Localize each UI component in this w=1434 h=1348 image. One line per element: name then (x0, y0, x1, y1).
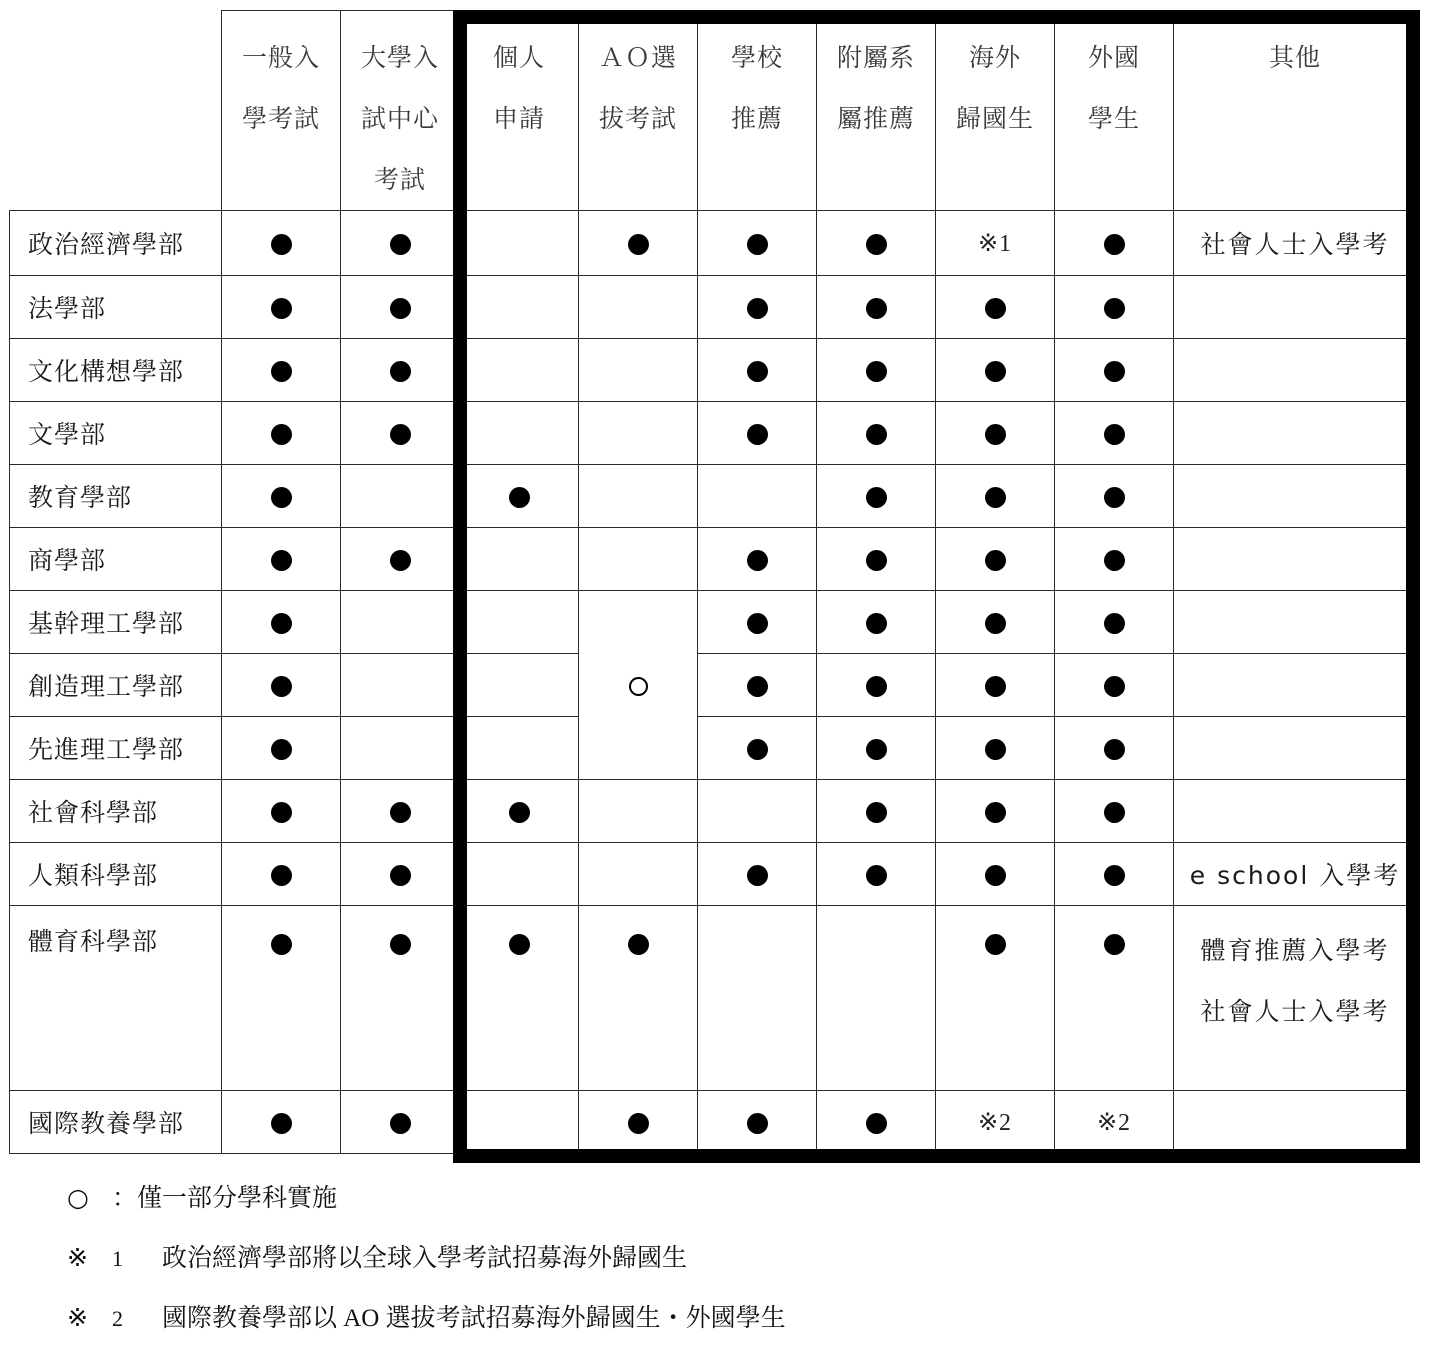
center-exam-mark (341, 339, 460, 402)
personal-application-mark (460, 402, 579, 465)
overseas-returnee-mark (936, 339, 1055, 402)
overseas-returnee-mark (936, 906, 1055, 1091)
filled-dot-icon (1104, 613, 1125, 634)
filled-dot-icon (1104, 739, 1125, 760)
center-exam-mark (341, 654, 460, 717)
filled-dot-icon (866, 298, 887, 319)
dept-name: 文化構想學部 (10, 339, 222, 402)
header-general-exam: 一般入 學考試 (222, 11, 341, 211)
dept-name: 先進理工學部 (10, 717, 222, 780)
personal-application-mark (460, 276, 579, 339)
header-other: 其他 (1174, 11, 1417, 211)
center-exam-mark (341, 402, 460, 465)
filled-dot-icon (866, 676, 887, 697)
filled-dot-icon (390, 550, 411, 571)
personal-application-mark (460, 528, 579, 591)
ao-exam-mark (579, 843, 698, 906)
filled-dot-icon (866, 234, 887, 255)
other-method: 社會人士入學考 (1174, 211, 1417, 276)
personal-application-mark (460, 339, 579, 402)
affiliated-recommendation-mark (817, 465, 936, 528)
general-exam-mark (222, 654, 341, 717)
affiliated-recommendation-mark (817, 1091, 936, 1154)
reference-mark-icon: ※ (67, 1245, 88, 1272)
personal-application-mark (460, 211, 579, 276)
footnote-partial (67, 1178, 337, 1214)
filled-dot-icon (985, 613, 1006, 634)
affiliated-recommendation-mark (817, 339, 936, 402)
school-recommendation-mark (698, 843, 817, 906)
foreign-student-mark (1055, 528, 1174, 591)
personal-application-mark (460, 717, 579, 780)
general-exam-mark (222, 1091, 341, 1154)
dept-name: 創造理工學部 (10, 654, 222, 717)
footnote-text: ：僅一部分學科實施 (112, 1183, 338, 1212)
personal-application-mark (460, 843, 579, 906)
table-row (10, 906, 1417, 1091)
affiliated-recommendation-mark (817, 211, 936, 276)
ao-exam-mark (579, 780, 698, 843)
school-recommendation-mark (698, 906, 817, 1091)
filled-dot-icon (985, 298, 1006, 319)
reference-mark-icon: ※ (67, 1305, 88, 1332)
filled-dot-icon (985, 865, 1006, 886)
overseas-returnee-mark (936, 211, 1055, 276)
ao-exam-mark (579, 465, 698, 528)
ao-exam-science-merged (579, 591, 698, 780)
school-recommendation-mark (698, 780, 817, 843)
header-overseas-returnee: 海外 歸國生 (936, 11, 1055, 211)
general-exam-mark (222, 211, 341, 276)
center-exam-mark (341, 528, 460, 591)
dept-name: 法學部 (10, 276, 222, 339)
affiliated-recommendation-mark (817, 591, 936, 654)
filled-dot-icon (628, 234, 649, 255)
personal-application-mark (460, 1091, 579, 1154)
filled-dot-icon (509, 934, 530, 955)
personal-application-mark (460, 465, 579, 528)
filled-dot-icon (985, 550, 1006, 571)
overseas-returnee-mark (936, 465, 1055, 528)
filled-dot-icon (866, 1113, 887, 1134)
foreign-student-mark (1055, 906, 1174, 1091)
other-method (1174, 339, 1417, 402)
center-exam-mark (341, 591, 460, 654)
overseas-returnee-mark (936, 843, 1055, 906)
filled-dot-icon (390, 234, 411, 255)
filled-dot-icon (390, 298, 411, 319)
admission-methods-table (9, 10, 1417, 1154)
personal-application-mark (460, 591, 579, 654)
foreign-student-mark (1055, 780, 1174, 843)
school-recommendation-mark (698, 591, 817, 654)
table-row (10, 465, 1417, 528)
filled-dot-icon (271, 613, 292, 634)
foreign-student-mark (1055, 1091, 1174, 1154)
filled-dot-icon (1104, 802, 1125, 823)
dept-name: 國際教養學部 (10, 1091, 222, 1154)
foreign-student-mark (1055, 402, 1174, 465)
center-exam-mark (341, 717, 460, 780)
filled-dot-icon (747, 613, 768, 634)
general-exam-mark (222, 276, 341, 339)
filled-dot-icon (866, 424, 887, 445)
filled-dot-icon (509, 487, 530, 508)
general-exam-mark (222, 465, 341, 528)
filled-dot-icon (1104, 550, 1125, 571)
table-row (10, 402, 1417, 465)
filled-dot-icon (1104, 676, 1125, 697)
dept-name: 體育科學部 (10, 906, 222, 1091)
other-method (1174, 276, 1417, 339)
affiliated-recommendation-mark (817, 843, 936, 906)
filled-dot-icon (985, 361, 1006, 382)
affiliated-recommendation-mark (817, 276, 936, 339)
filled-dot-icon (1104, 934, 1125, 955)
school-recommendation-mark (698, 211, 817, 276)
filled-dot-icon (866, 361, 887, 382)
school-recommendation-mark (698, 717, 817, 780)
dept-name: 基幹理工學部 (10, 591, 222, 654)
school-recommendation-mark (698, 276, 817, 339)
filled-dot-icon (390, 424, 411, 445)
footnote-2 (67, 1298, 786, 1334)
other-method (1174, 465, 1417, 528)
table-row (10, 780, 1417, 843)
overseas-returnee-mark (936, 780, 1055, 843)
filled-dot-icon (271, 934, 292, 955)
filled-dot-icon (271, 550, 292, 571)
affiliated-recommendation-mark (817, 906, 936, 1091)
filled-dot-icon (747, 361, 768, 382)
filled-dot-icon (866, 613, 887, 634)
filled-dot-icon (985, 739, 1006, 760)
filled-dot-icon (271, 298, 292, 319)
filled-dot-icon (1104, 424, 1125, 445)
partial-circle-icon (629, 677, 648, 696)
affiliated-recommendation-mark (817, 780, 936, 843)
ao-exam-mark (579, 402, 698, 465)
foreign-student-mark (1055, 843, 1174, 906)
table-row (10, 1091, 1417, 1154)
filled-dot-icon (747, 234, 768, 255)
filled-dot-icon (747, 865, 768, 886)
filled-dot-icon (1104, 487, 1125, 508)
table-row (10, 717, 1417, 780)
dept-name: 人類科學部 (10, 843, 222, 906)
filled-dot-icon (1104, 234, 1125, 255)
ao-exam-mark (579, 528, 698, 591)
overseas-returnee-mark (936, 591, 1055, 654)
other-method (1174, 780, 1417, 843)
filled-dot-icon (271, 802, 292, 823)
footnote-number: 2 (112, 1306, 123, 1331)
school-recommendation-mark (698, 465, 817, 528)
filled-dot-icon (866, 739, 887, 760)
foreign-student-mark (1055, 211, 1174, 276)
center-exam-mark (341, 906, 460, 1091)
overseas-returnee-mark (936, 276, 1055, 339)
footnote-text: 國際教養學部以 AO 選拔考試招募海外歸國生・外國學生 (162, 1305, 786, 1332)
center-exam-mark (341, 1091, 460, 1154)
center-exam-mark (341, 211, 460, 276)
foreign-student-mark (1055, 654, 1174, 717)
filled-dot-icon (271, 1113, 292, 1134)
general-exam-mark (222, 528, 341, 591)
personal-application-mark (460, 654, 579, 717)
filled-dot-icon (747, 424, 768, 445)
personal-application-mark (460, 780, 579, 843)
table-row (10, 528, 1417, 591)
header-corner (10, 11, 222, 211)
filled-dot-icon (1104, 298, 1125, 319)
header-affiliated-recommendation: 附屬系 屬推薦 (817, 11, 936, 211)
ao-exam-mark (579, 211, 698, 276)
ao-exam-mark (579, 906, 698, 1091)
footnote-ref: ※2 (977, 1110, 1013, 1136)
overseas-returnee-mark (936, 1091, 1055, 1154)
table-row (10, 339, 1417, 402)
general-exam-mark (222, 339, 341, 402)
general-exam-mark (222, 780, 341, 843)
table-row (10, 211, 1417, 276)
header-ao-exam: ＡＯ選 拔考試 (579, 11, 698, 211)
general-exam-mark (222, 402, 341, 465)
footnote-ref: ※1 (977, 231, 1013, 257)
general-exam-mark (222, 906, 341, 1091)
ao-exam-mark (579, 1091, 698, 1154)
other-method: e school 入學考 (1174, 843, 1417, 906)
other-method (1174, 654, 1417, 717)
table-row (10, 591, 1417, 654)
other-method (1174, 1091, 1417, 1154)
other-method (1174, 717, 1417, 780)
filled-dot-icon (985, 676, 1006, 697)
filled-dot-icon (747, 550, 768, 571)
other-method (1174, 528, 1417, 591)
filled-dot-icon (271, 424, 292, 445)
affiliated-recommendation-mark (817, 402, 936, 465)
personal-application-mark (460, 906, 579, 1091)
filled-dot-icon (985, 934, 1006, 955)
footnote-text: 政治經濟學部將以全球入學考試招募海外歸國生 (162, 1245, 688, 1272)
school-recommendation-mark (698, 654, 817, 717)
filled-dot-icon (866, 487, 887, 508)
filled-dot-icon (747, 1113, 768, 1134)
center-exam-mark (341, 780, 460, 843)
hollow-circle-icon: ○ (67, 1183, 89, 1212)
table-row (10, 654, 1417, 717)
header-center-exam: 大學入 試中心 考試 (341, 11, 460, 211)
overseas-returnee-mark (936, 654, 1055, 717)
affiliated-recommendation-mark (817, 717, 936, 780)
school-recommendation-mark (698, 402, 817, 465)
filled-dot-icon (866, 802, 887, 823)
affiliated-recommendation-mark (817, 528, 936, 591)
school-recommendation-mark (698, 528, 817, 591)
filled-dot-icon (747, 298, 768, 319)
center-exam-mark (341, 276, 460, 339)
dept-name: 政治經濟學部 (10, 211, 222, 276)
other-method (1174, 591, 1417, 654)
filled-dot-icon (747, 739, 768, 760)
filled-dot-icon (866, 865, 887, 886)
ao-exam-mark (579, 339, 698, 402)
general-exam-mark (222, 843, 341, 906)
other-method (1174, 906, 1417, 1091)
table-row (10, 843, 1417, 906)
filled-dot-icon (271, 234, 292, 255)
filled-dot-icon (985, 802, 1006, 823)
filled-dot-icon (390, 1113, 411, 1134)
filled-dot-icon (390, 802, 411, 823)
filled-dot-icon (509, 802, 530, 823)
school-recommendation-mark (698, 339, 817, 402)
other-method-line: 體育推薦入學考 (1200, 936, 1390, 965)
filled-dot-icon (628, 1113, 649, 1134)
filled-dot-icon (390, 865, 411, 886)
center-exam-mark (341, 465, 460, 528)
other-method (1174, 402, 1417, 465)
dept-name: 文學部 (10, 402, 222, 465)
filled-dot-icon (390, 934, 411, 955)
filled-dot-icon (271, 487, 292, 508)
footnote-ref: ※2 (1096, 1110, 1132, 1136)
other-method-line: 社會人士入學考 (1200, 997, 1390, 1026)
filled-dot-icon (628, 934, 649, 955)
dept-name: 商學部 (10, 528, 222, 591)
overseas-returnee-mark (936, 402, 1055, 465)
header-row (10, 11, 1417, 211)
foreign-student-mark (1055, 339, 1174, 402)
overseas-returnee-mark (936, 528, 1055, 591)
header-personal-application: 個人 申請 (460, 11, 579, 211)
center-exam-mark (341, 843, 460, 906)
filled-dot-icon (985, 424, 1006, 445)
filled-dot-icon (747, 676, 768, 697)
dept-name: 教育學部 (10, 465, 222, 528)
foreign-student-mark (1055, 591, 1174, 654)
filled-dot-icon (1104, 361, 1125, 382)
filled-dot-icon (1104, 865, 1125, 886)
header-foreign-student: 外國 學生 (1055, 11, 1174, 211)
foreign-student-mark (1055, 465, 1174, 528)
general-exam-mark (222, 591, 341, 654)
footnote-number: 1 (112, 1246, 123, 1271)
filled-dot-icon (390, 361, 411, 382)
table-row (10, 276, 1417, 339)
general-exam-mark (222, 717, 341, 780)
filled-dot-icon (271, 361, 292, 382)
dept-name: 社會科學部 (10, 780, 222, 843)
ao-exam-mark (579, 276, 698, 339)
footnote-1 (67, 1238, 687, 1274)
affiliated-recommendation-mark (817, 654, 936, 717)
foreign-student-mark (1055, 276, 1174, 339)
filled-dot-icon (271, 676, 292, 697)
foreign-student-mark (1055, 717, 1174, 780)
header-school-recommendation: 學校 推薦 (698, 11, 817, 211)
filled-dot-icon (271, 865, 292, 886)
filled-dot-icon (985, 487, 1006, 508)
filled-dot-icon (271, 739, 292, 760)
school-recommendation-mark (698, 1091, 817, 1154)
filled-dot-icon (866, 550, 887, 571)
overseas-returnee-mark (936, 717, 1055, 780)
